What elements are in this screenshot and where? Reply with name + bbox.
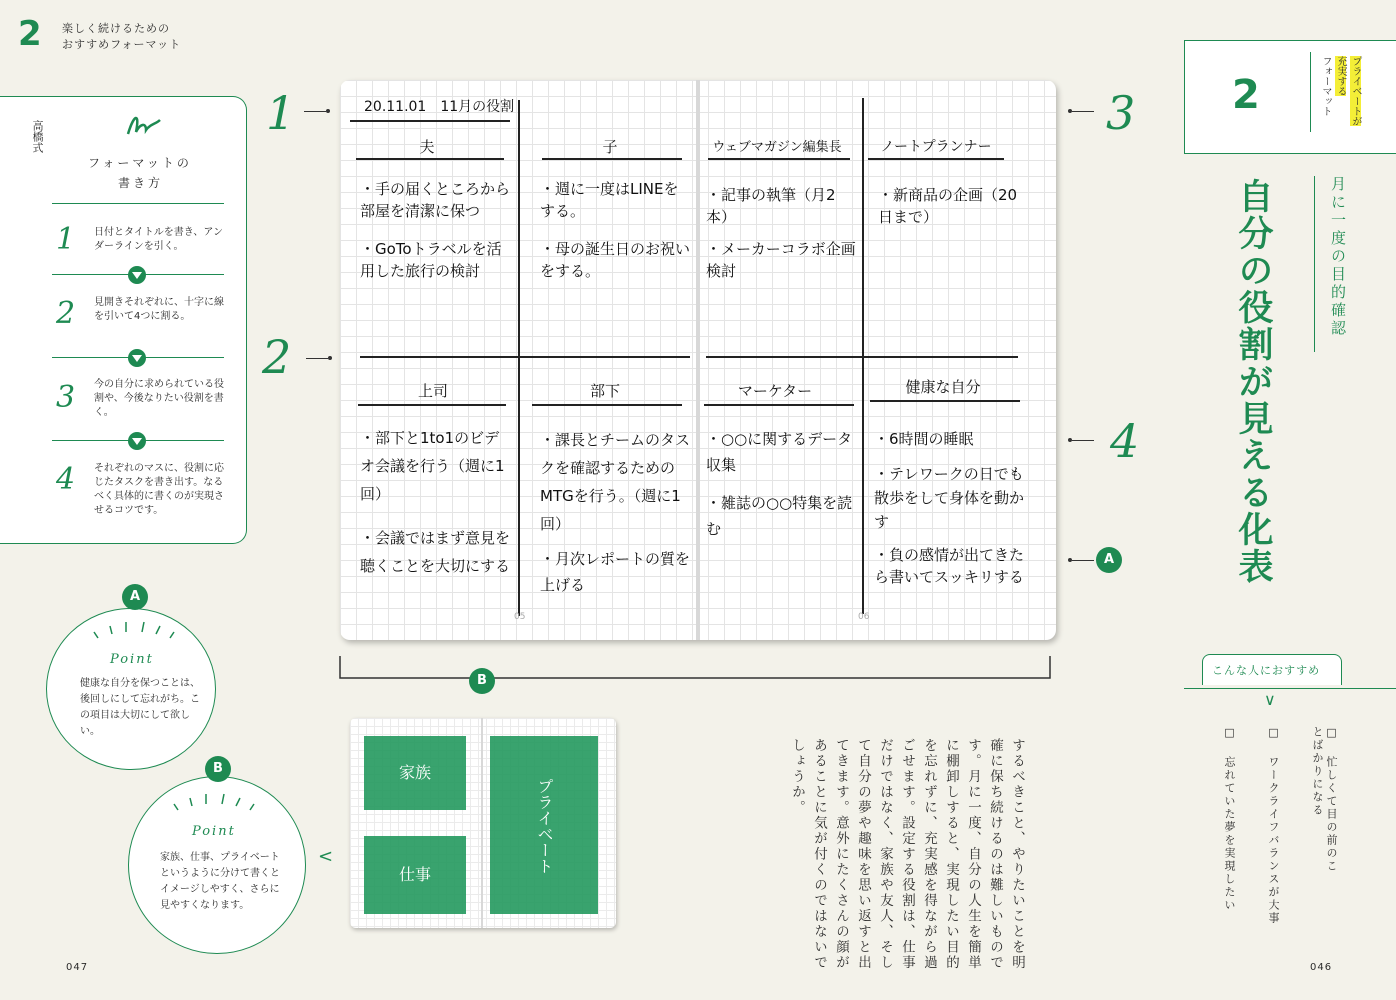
point-a-text: 健康な自分を保つことは、後回しにして忘れがち。この項目は大切にして欲しい。 <box>80 678 200 737</box>
step-text: 日付とタイトルを書き、アンダーラインを引く。 <box>94 227 223 252</box>
task-item: ・負の感情が出てきたら書いてスッキリする <box>874 546 1025 586</box>
format-tag-line1 <box>1348 56 1363 126</box>
recommend-divider <box>1184 688 1396 689</box>
main-title: 自分の役割が見える化表 <box>1233 178 1273 585</box>
marker-3: 3 <box>1106 86 1136 140</box>
task-item: ・雑誌の○○特集を読む <box>706 494 853 538</box>
recommend-item: □ 忘れていた夢を実現したい <box>1223 726 1236 912</box>
step-number: 1 <box>56 222 76 257</box>
point-b-text: 家族、仕事、プライベートというように分けて書くとイメージしやすく、さらに見やすくなります。 <box>160 852 280 911</box>
family-box: 家族 <box>364 736 466 810</box>
role-underline <box>868 158 1004 160</box>
leader-line <box>1072 111 1094 112</box>
task-item: ・○○に関するデータ収集 <box>706 430 853 474</box>
task-item: ・GoToトラベルを活用した旅行の検討 <box>360 240 502 280</box>
notebook-spine <box>696 80 700 640</box>
marker-2: 2 <box>262 330 292 384</box>
subtitle-divider <box>1314 176 1315 352</box>
role-underline <box>542 158 682 160</box>
step-text: 今の自分に求められている役割や、今後なりたい役割を書く。 <box>94 379 224 418</box>
role-heading: マーケター <box>737 382 813 400</box>
title-underline <box>350 120 510 122</box>
role-underline <box>704 404 854 406</box>
role-underline <box>356 158 504 160</box>
role-underline <box>358 404 506 406</box>
step-arrow-icon <box>128 432 146 450</box>
point-b-badge: B <box>205 756 231 782</box>
howto-title-line2: 書き方 <box>118 176 164 190</box>
format-tag-line3: フォーマット <box>1320 56 1331 116</box>
point-a-label: Point <box>110 652 154 667</box>
chevron-down-icon: ∨ <box>1264 690 1276 709</box>
marker-1: 1 <box>266 86 296 140</box>
format-tag-line2 <box>1333 56 1348 96</box>
body-text: するべきこと、やりたいことを明確に保ち続けるのは難しいものです。月に一度、自分の人生を簡単に棚卸しすると、実現したい目的を忘れずに、充実感を得ながら過ごせます。設定する役割は、仕事だけではなく、家族や友人、そして自分の夢や趣味を思い返すと出てきます。意外にたくさんの顔があることに気が付くのではないでしょうか。 <box>789 738 1025 971</box>
grid-line <box>706 356 1018 358</box>
role-heading: ノートプランナー <box>880 139 992 155</box>
step-arrow-icon <box>128 349 146 367</box>
point-a-badge: A <box>122 584 148 610</box>
task-item: ・6時間の睡眠 <box>874 430 974 448</box>
task-item: ・母の誕生日のお祝いをする。 <box>540 240 691 280</box>
step-number: 3 <box>56 380 76 415</box>
role-underline <box>532 404 682 406</box>
task-item: ・記事の執筆（月2本） <box>706 186 836 226</box>
marker-4: 4 <box>1110 414 1140 468</box>
leader-dot <box>326 109 330 113</box>
step-number: 2 <box>56 296 76 331</box>
leader-line <box>1072 440 1094 441</box>
step-text: それぞれのマスに、役割に応じたタスクを書き出す。なるべく具体的に書くのが実現させるコツです。 <box>94 463 224 516</box>
format-tag-line1-text: プライベートが <box>1350 56 1361 126</box>
task-item: ・メーカーコラボ企画検討 <box>706 240 856 280</box>
task-item: ・月次レポートの質を上げる <box>540 550 691 594</box>
work-box: 仕事 <box>364 836 466 914</box>
step-arrow-icon <box>128 266 146 284</box>
role-heading: 健康な自分 <box>905 378 981 396</box>
task-item: ・新商品の企画（20日まで） <box>878 186 1018 226</box>
thumbnail-pointer-icon: < <box>318 846 334 867</box>
point-b-label: Point <box>192 824 236 839</box>
chapter-title-line1: 楽しく続けるための <box>62 22 170 35</box>
role-heading: 夫 <box>419 138 435 156</box>
recommend-item: □ ワークライフバランスが大事 <box>1267 726 1280 925</box>
recommend-label: こんな人におすすめ <box>1212 664 1321 677</box>
role-underline <box>708 158 850 160</box>
marker-a-badge: A <box>1096 547 1122 573</box>
notebook-date-title: 20.11.01 11月の役割 <box>364 99 515 115</box>
bracket-b <box>338 654 1052 684</box>
leader-dot <box>328 356 332 360</box>
task-item: ・会議ではまず意見を聴くことを大切にする <box>360 529 511 575</box>
leader-line <box>304 111 326 112</box>
step-number: 4 <box>56 462 76 497</box>
task-item: ・部下と1to1のビデオ会議を行う（週に1回） <box>360 429 505 503</box>
role-underline <box>870 400 1020 402</box>
task-item: ・テレワークの日でも散歩をして身体を動かす <box>874 465 1025 531</box>
page-number-right: 046 <box>1310 962 1333 973</box>
chapter-number: 2 <box>18 14 42 54</box>
page-number-left: 047 <box>66 962 89 973</box>
leader-line <box>1072 560 1094 561</box>
task-item: ・手の届くところから部屋を清潔に保つ <box>360 180 511 220</box>
sub-title: 月に一度の目的確認 <box>1329 176 1347 338</box>
private-box <box>490 736 598 914</box>
grid-line <box>518 100 520 616</box>
role-heading: 部下 <box>589 382 620 400</box>
task-item: ・課長とチームのタスクを確認するためのMTGを行う。（週に1回） <box>540 431 691 533</box>
tag-divider <box>1310 52 1311 132</box>
sparkle-icon <box>92 618 176 640</box>
task-item: ・週に一度はLINEをする。 <box>540 180 679 220</box>
role-heading: 子 <box>602 138 618 156</box>
role-heading: 上司 <box>417 382 448 400</box>
leader-line <box>306 358 328 359</box>
howto-title-line1: フォーマットの <box>88 156 192 170</box>
page-mark: 06 <box>858 612 870 622</box>
thumbnail-spine <box>481 718 483 928</box>
page-mark: 05 <box>514 612 526 622</box>
step-text: 見開きそれぞれに、十字に線を引いて4つに割る。 <box>94 297 224 322</box>
sparkle-icon <box>172 790 256 812</box>
format-tag <box>1184 40 1396 154</box>
format-tag-line2-text: 充実する <box>1335 56 1346 96</box>
howto-author-label: 高橋式 <box>31 120 44 153</box>
divider <box>52 203 224 204</box>
marker-b-badge: B <box>469 668 495 694</box>
format-number: 2 <box>1232 72 1260 118</box>
chapter-title-line2: おすすめフォーマット <box>62 38 182 51</box>
pen-scribble-icon <box>124 110 164 140</box>
grid-line <box>360 356 690 358</box>
private-label: プライベート <box>535 777 554 874</box>
role-heading: ウェブマガジン編集長 <box>712 140 842 155</box>
recommend-item: □ 忙しくて目の前のことばかりになる <box>1311 726 1338 873</box>
